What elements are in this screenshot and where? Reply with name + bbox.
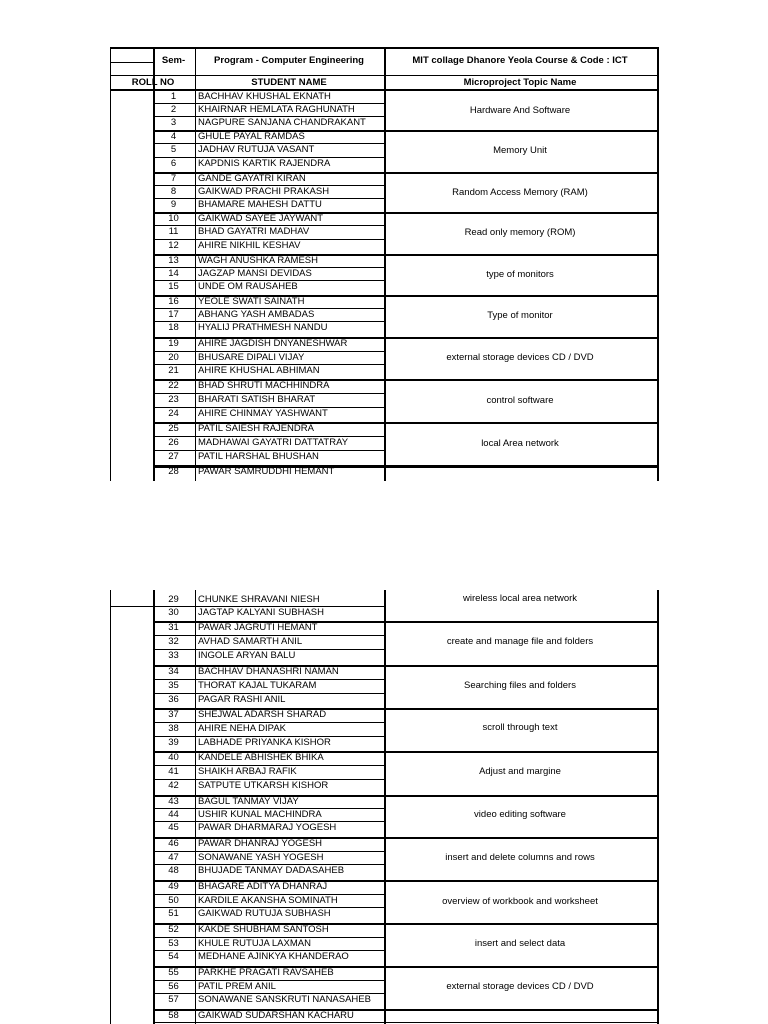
roll-number: 4 [170, 130, 177, 142]
student-name: KHULE RUTUJA LAXMAN [198, 937, 311, 949]
student-name: NAGPURE SANJANA CHANDRAKANT [198, 116, 366, 128]
student-name: AHIRE JAGDISH DNYANESHWAR [198, 337, 348, 349]
student-name: SHEJWAL ADARSH SHARAD [198, 708, 327, 720]
microproject-topic: external storage devices CD / DVD [446, 352, 594, 364]
student-name: BHAMARE MAHESH DATTU [198, 198, 322, 210]
row-line [153, 466, 657, 468]
program-label: Program - Computer Engineering [214, 55, 364, 66]
student-name: MEDHANE AJINKYA KHANDERAO [198, 950, 349, 962]
student-name: USHIR KUNAL MACHINDRA [198, 808, 322, 820]
student-name: GAIKWAD SUDARSHAN KACHARU [198, 1009, 354, 1021]
roll-number: 11 [168, 225, 179, 237]
microproject-topic: insert and delete columns and rows [445, 852, 595, 863]
roll-number: 26 [168, 436, 179, 448]
roll-number: 1 [170, 90, 177, 102]
roll-number: 14 [168, 267, 179, 279]
roll-number: 56 [168, 980, 179, 992]
student-name: PAWAR JAGRUTI HEMANT [198, 621, 318, 633]
student-name: JAGZAP MANSI DEVIDAS [198, 267, 312, 279]
roll-number: 3 [170, 116, 177, 128]
student-name: KANDELE ABHISHEK BHIKA [198, 751, 324, 763]
roll-number: 12 [168, 239, 179, 251]
microproject-topic: scroll through text [482, 722, 558, 733]
roll-number: 21 [168, 364, 179, 376]
table-right-border [657, 47, 659, 481]
roll-number: 38 [168, 722, 179, 734]
roll-number: 35 [168, 679, 179, 691]
roll-number: 8 [170, 185, 177, 197]
microproject-topic: Read only memory (ROM) [464, 227, 576, 239]
sem-label: Sem- [161, 55, 186, 66]
roll-number: 27 [168, 450, 179, 462]
student-name: PARKHE PRAGATI RAVSAHEB [198, 966, 334, 978]
roll-number: 36 [168, 693, 179, 705]
roll-number: 2 [170, 103, 177, 115]
microproject-topic: control software [486, 394, 554, 406]
roll-number: 48 [168, 864, 179, 876]
student-name: AHIRE CHINMAY YASHWANT [198, 407, 328, 419]
student-name: AVHAD SAMARTH ANIL [198, 635, 303, 647]
roll-number: 22 [168, 379, 179, 391]
student-name: PATIL PREM ANIL [198, 980, 276, 992]
student-name: ABHANG YASH AMBADAS [198, 308, 315, 320]
student-name: WAGH ANUSHKA RAMESH [198, 254, 319, 266]
roll-number: 45 [168, 821, 179, 833]
student-name: SONAWANE SANSKRUTI NANASAHEB [198, 993, 371, 1005]
student-name: JAGTAP KALYANI SUBHASH [198, 606, 325, 618]
grid-line [195, 47, 196, 481]
student-name: BHAD GAYATRI MADHAV [198, 225, 310, 237]
roll-number: 28 [168, 465, 179, 477]
student-name: MADHAWAI GAYATRI DATTATRAY [198, 436, 349, 448]
roll-number: 13 [168, 254, 179, 266]
student-name: GAIKWAD RUTUJA SUBHASH [198, 907, 331, 919]
row-line [153, 1022, 657, 1023]
roll-number: 54 [168, 950, 179, 962]
student-name: AHIRE NIKHIL KESHAV [198, 239, 301, 251]
student-name: BACHHAV KHUSHAL EKNATH [198, 90, 331, 102]
roll-number: 47 [168, 851, 179, 863]
student-name: GHULE PAYAL RAMDAS [198, 130, 305, 142]
microproject-topic: create and manage file and folders [446, 636, 594, 647]
roll-number: 7 [170, 172, 177, 184]
roll-number: 37 [168, 708, 179, 720]
roll-number: 20 [168, 351, 179, 363]
roll-number: 10 [168, 212, 179, 224]
roll-number: 25 [168, 422, 179, 434]
student-name: LABHADE PRIYANKA KISHOR [198, 736, 331, 748]
roll-number: 52 [168, 923, 179, 935]
student-name: YEOLE SWATI SAINATH [198, 295, 305, 307]
microproject-topic: Searching files and folders [464, 680, 576, 691]
grid-line [110, 62, 153, 63]
student-name: SATPUTE UTKARSH KISHOR [198, 779, 329, 791]
roll-number: 9 [170, 198, 177, 210]
roll-number: 24 [168, 407, 179, 419]
roll-number: 19 [168, 337, 179, 349]
student-name: BACHHAV DHANASHRI NAMAN [198, 665, 339, 677]
student-name: AHIRE KHUSHAL ABHIMAN [198, 364, 320, 376]
roll-number: 23 [168, 393, 179, 405]
student-name: PAGAR RASHI ANIL [198, 693, 286, 705]
roll-number: 34 [168, 665, 179, 677]
topic-header: Microproject Topic Name [463, 77, 577, 88]
roll-number: 18 [168, 321, 179, 333]
student-name: KAPDNIS KARTIK RAJENDRA [198, 157, 331, 169]
roll-number: 51 [168, 907, 179, 919]
microproject-topic: Type of monitor [487, 309, 553, 321]
student-name: PATIL SAIESH RAJENDRA [198, 422, 314, 434]
roll-number: 57 [168, 993, 179, 1005]
student-name-header: STUDENT NAME [251, 77, 327, 88]
student-name: PATIL HARSHAL BHUSHAN [198, 450, 319, 462]
roll-number: 6 [170, 157, 177, 169]
table-left-border [110, 590, 111, 1024]
student-name: GANDE GAYATRI KIRAN [198, 172, 306, 184]
student-name: SHAIKH ARBAJ RAFIK [198, 765, 297, 777]
microproject-topic: type of monitors [486, 268, 554, 280]
grid-line [195, 590, 196, 1024]
microproject-topic: Random Access Memory (RAM) [452, 186, 588, 198]
roll-number: 41 [168, 765, 179, 777]
student-name: GAIKWAD PRACHI PRAKASH [198, 185, 330, 197]
grid-line [384, 590, 386, 1024]
roll-number: 40 [168, 751, 179, 763]
student-name: BHUSARE DIPALI VIJAY [198, 351, 305, 363]
student-name: BHUJADE TANMAY DADASAHEB [198, 864, 345, 876]
roll-number: 58 [168, 1009, 179, 1021]
roll-number: 43 [168, 795, 179, 807]
table-left-border [110, 47, 111, 481]
grid-line [110, 606, 153, 607]
roll-number: 16 [168, 295, 179, 307]
roll-number: 39 [168, 736, 179, 748]
roll-number: 30 [168, 606, 179, 618]
student-name: GAIKWAD SAYEE JAYWANT [198, 212, 324, 224]
roll-number: 32 [168, 635, 179, 647]
student-name: UNDE OM RAUSAHEB [198, 280, 298, 292]
roll-number: 44 [168, 808, 179, 820]
student-name: THORAT KAJAL TUKARAM [198, 679, 317, 691]
microproject-topic: video editing software [474, 809, 566, 820]
roll-number: 55 [168, 966, 179, 978]
college-course-label: MIT collage Dhanore Yeola Course & Code : ICT [412, 55, 628, 66]
student-name: KAKDE SHUBHAM SANTOSH [198, 923, 329, 935]
microproject-topic: Hardware And Software [469, 104, 571, 116]
microproject-topic: external storage devices CD / DVD [446, 981, 594, 992]
microproject-topic: Memory Unit [493, 145, 547, 157]
student-name: PAWAR DHARMARAJ YOGESH [198, 821, 337, 833]
roll-number: 31 [168, 621, 179, 633]
table-right-border [657, 590, 659, 1024]
student-name: BAGUL TANMAY VIJAY [198, 795, 299, 807]
microproject-topic: overview of workbook and worksheet [442, 896, 598, 907]
microproject-topic: insert and select data [474, 938, 566, 949]
roll-number: 50 [168, 894, 179, 906]
student-name: HYALIJ PRATHMESH NANDU [198, 321, 328, 333]
student-name: JADHAV RUTUJA VASANT [198, 143, 315, 155]
microproject-topic: Adjust and margine [479, 766, 561, 777]
roll-number: 53 [168, 937, 179, 949]
roll-number: 15 [168, 280, 179, 292]
student-name: KARDILE AKANSHA SOMINATH [198, 894, 338, 906]
student-name: PAWAR SAMRUDDHI HEMANT [198, 465, 335, 477]
roll-number: 17 [168, 308, 179, 320]
student-name: SONAWANE YASH YOGESH [198, 851, 324, 863]
student-name: KHAIRNAR HEMLATA RAGHUNATH [198, 103, 355, 115]
student-name: BHAD SHRUTI MACHHINDRA [198, 379, 330, 391]
student-name: CHUNKE SHRAVANI NIESH [198, 593, 320, 605]
student-name: BHARATI SATISH BHARAT [198, 393, 316, 405]
microproject-topic: wireless local area network [462, 593, 578, 604]
student-name: PAWAR DHANRAJ YOGESH [198, 837, 323, 849]
roll-number: 46 [168, 837, 179, 849]
student-name: AHIRE NEHA DIPAK [198, 722, 286, 734]
roll-number: 42 [168, 779, 179, 791]
roll-no-header: ROLL NO [131, 77, 175, 88]
roll-number: 49 [168, 880, 179, 892]
roll-number: 33 [168, 649, 179, 661]
microproject-topic: local Area network [481, 437, 559, 449]
student-name: BHAGARE ADITYA DHANRAJ [198, 880, 328, 892]
student-name: INGOLE ARYAN BALU [198, 649, 296, 661]
roll-number: 29 [168, 593, 179, 605]
roll-number: 5 [170, 143, 177, 155]
